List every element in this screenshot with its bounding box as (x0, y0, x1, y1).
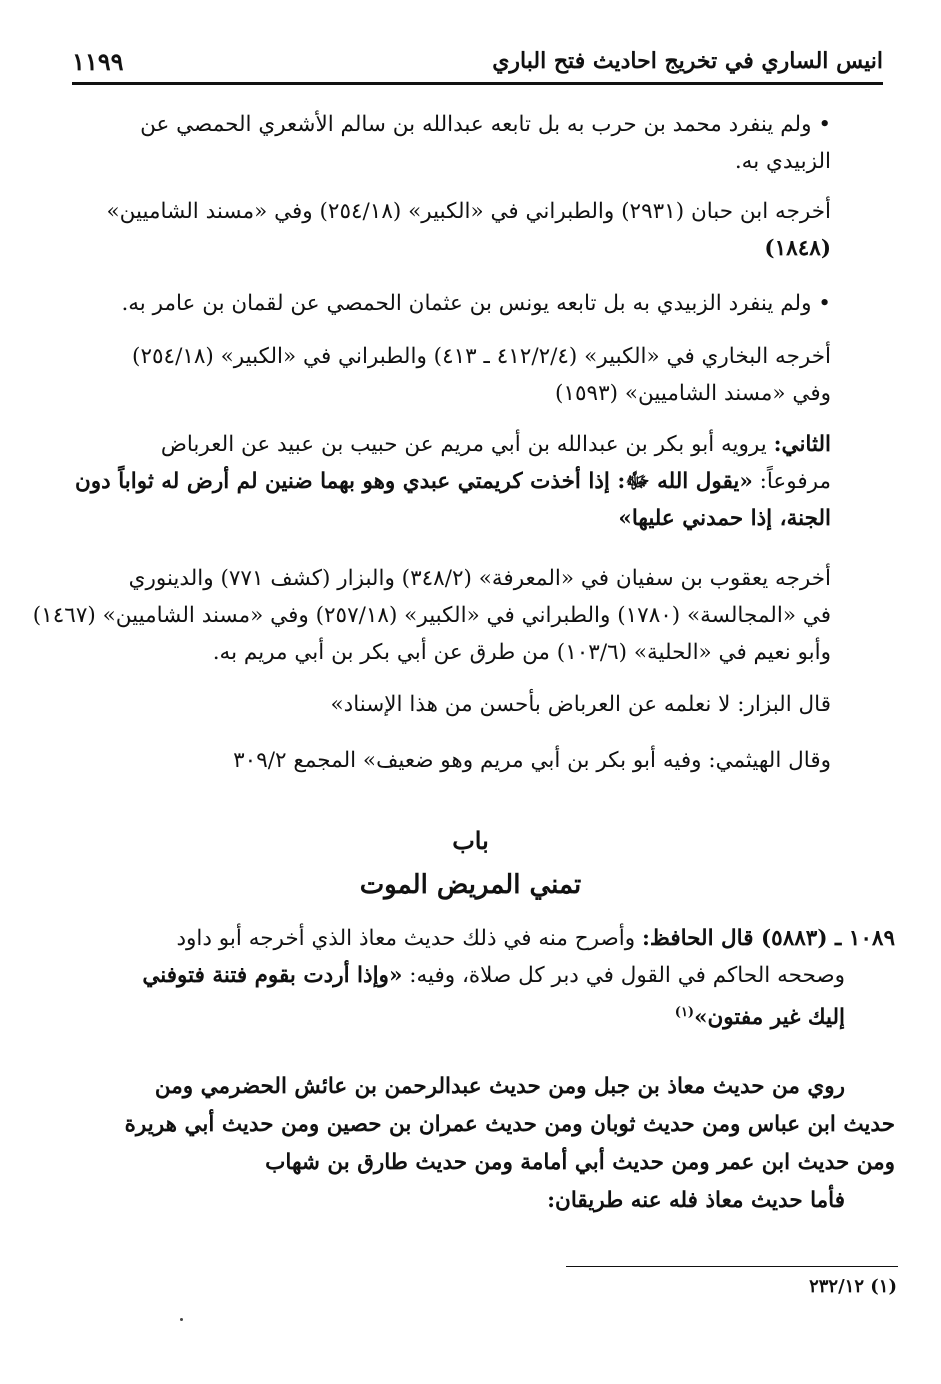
text-line: • ولم ينفرد محمد بن حرب به بل تابعه عبدالله بن سالم الأشعري الحمصي عن (140, 112, 831, 137)
page-number: ١١٩٩ (72, 46, 124, 76)
chapter-title: تمني المريض الموت (359, 870, 582, 900)
footnote: (١) ٢٣٢/١٢ (809, 1276, 897, 1297)
text-line: في «المجالسة» (١٧٨٠) والطبراني في «الكبير» (٢٥٧/١٨) وفي «مسند الشاميين» (١٤٦٧) (32, 603, 831, 628)
paragraph-5 (76, 426, 879, 537)
text-line: روي من حديث معاذ بن جبل ومن حديث عبدالرحمن بن عائش الحضرمي ومن (154, 1074, 845, 1099)
paragraph-7 (76, 686, 879, 723)
text-line: وفي «مسند الشاميين» (١٥٩٣) (555, 381, 831, 406)
chapter-label: باب (452, 826, 489, 855)
text-line: وقال الهيثمي: وفيه أبو بكر بن أبي مريم وهو ضعيف» المجمع ٣٠٩/٢ (233, 748, 831, 773)
book-title: انيس الساري في تخريج احاديث فتح الباري (492, 48, 883, 74)
paragraph-8 (76, 742, 879, 779)
text-line: إليك غير مفتون»$^{(١)}$ (674, 1005, 845, 1031)
text-line: ومن حديث ابن عمر ومن حديث أبي أمامة ومن حديث طارق بن شهاب (265, 1150, 895, 1175)
section-label: الثاني: (773, 432, 831, 457)
paragraph-4 (76, 338, 879, 412)
paragraph-9 (80, 1068, 895, 1220)
text-line: أخرجه ابن حبان (٢٩٣١) والطبراني في «الكبير» (٢٥٤/١٨) وفي «مسند الشاميين» (106, 199, 831, 224)
paragraph-6 (32, 560, 879, 671)
paragraph-3 (76, 285, 879, 322)
text-line: وصححه الحاكم في القول في دبر كل صلاة، وفيه: «وإذا أردت بقوم فتنة فتوفني (142, 963, 845, 988)
text-line: أخرجه البخاري في «الكبير» (٤١٢/٢/٤ ـ ٤١٣) والطبراني في «الكبير» (٢٥٤/١٨) (132, 344, 831, 369)
hadith-number: ١٠٨٩ ـ (٥٨٨٣) قال الحافظ: (641, 926, 895, 951)
text-line: • ولم ينفرد الزبيدي به بل تابعه يونس بن عثمان الحمصي عن لقمان بن عامر به. (121, 291, 831, 316)
text-line: وأبو نعيم في «الحلية» (١٠٣/٦) من طرق عن أبي بكر بن أبي مريم به. (212, 640, 831, 665)
text-line: حديث ابن عباس ومن حديث ثوبان ومن حديث عمران بن حصين ومن حديث أبي هريرة (124, 1112, 895, 1137)
text-line: الثاني: يرويه أبو بكر بن عبدالله بن أبي مريم عن حبيب بن عبيد عن العرباض (160, 432, 831, 457)
text-line: الزبيدي به. (734, 149, 831, 174)
text-line: قال البزار: لا نعلمه عن العرباض بأحسن من هذا الإسناد» (330, 692, 831, 717)
paragraph-2 (76, 193, 879, 267)
hadith-quote: «وإذا أردت بقوم فتنة فتوفني (142, 963, 403, 988)
text-line: مرفوعاً: «يقول الله ﷻ: إذا أخذت كريمتي عبدي وهو بهما ضنين لم أرض له ثواباً دون (74, 469, 831, 494)
page-header (72, 40, 883, 85)
paragraph-1 (76, 106, 879, 180)
text-line: أخرجه يعقوب بن سفيان في «المعرفة» (٣٤٨/٢) والبزار (كشف ٧٧١) والدينوري (128, 566, 831, 591)
scan-speck (180, 1318, 183, 1321)
hadith-entry (70, 920, 895, 1036)
footnote-divider (566, 1266, 898, 1267)
text-line: الجنة، إذا حمدني عليها» (618, 506, 831, 531)
footnote-ref: (١) (674, 1005, 695, 1020)
text-line: (١٨٤٨) (764, 236, 831, 261)
text-line: فأما حديث معاذ فله عنه طريقان: (547, 1188, 845, 1213)
text-line: ١٠٨٩ ـ (٥٨٨٣) قال الحافظ: وأصرح منه في ذلك حديث معاذ الذي أخرجه أبو داود (176, 926, 895, 951)
hadith-quote: «يقول الله ﷻ: إذا أخذت كريمتي عبدي وهو بهما ضنين لم أرض له ثواباً دون (74, 469, 753, 494)
